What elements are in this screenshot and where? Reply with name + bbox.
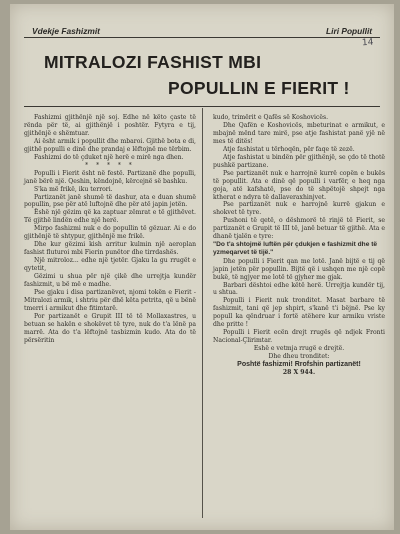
closing-slogan: Poshtë fashizmi! Rrofshin partizanët! [237, 361, 361, 369]
header-rule-top [24, 37, 380, 38]
paragraph: Dhe kur gëzimi kish arritur kulmin një aeroplan fashist fluturoi mbi Fierin punëtor dhe tirrdashës. [24, 241, 196, 257]
paragraph: Mirpo fashizmi nuk e do popullin të gëzuar. Ai e do gjithënjë të shtypur, gjithënjë me frikë. [24, 225, 196, 241]
paragraph: Populli i Fierit ecën drejt rrugës që ndjek Fronti Nacional-Çlirimtar. [213, 329, 385, 345]
paragraph: Ëshë një gëzim që ka zaptuar zëmrat e të gjithëvet. Të gjithë lindën edhe një herë. [24, 209, 196, 225]
paragraph: Populli i Fierit nuk tronditet. Masat barbare të fashizmit, tani që jep shpirt, s'kanë t'i bëjnë. Pse ky popull ka qëndruar i fortë atëhere kur armiku vriste dhe pritte ! [213, 297, 385, 329]
paragraph: Fashizmi do të çduket një herë e mirë nga dhen. [34, 153, 184, 161]
paragraph: Pushoni të qetë, o dëshmorë të rinjë të Fierit, se partizanët e Grupit të III të, janë betuar të gjithë. Ata e dhanë tjalën e tyre: [213, 217, 385, 241]
header-rule-bottom [24, 106, 380, 107]
left-column [24, 114, 196, 345]
paragraph: Një mitroloz... edhe një tjetër. Gjaku la gu rrugët e qytetit, [24, 257, 196, 273]
paragraph: Eshë e vetmja rrugë e drejtë. [253, 345, 345, 353]
section-separator: * * * * * [85, 161, 135, 169]
right-slogan: Liri Popullit [326, 26, 373, 36]
paragraph: Pse gjaku i disa partizanëvet, njomi tokën e Fierit - Mitralozi armik, i shtriu për dhë këta petrita, që u bënë tmerri i armikut dhe fitimtarë. [24, 288, 197, 312]
column-divider [202, 108, 203, 518]
paragraph: Fashizmi gjithënjë një soj. Edhe në këto çaste të rënda për të, ai gjithënjë i poshtër. Fytyra e tij, gjithënjë e shëmtuar. [24, 114, 196, 137]
paragraph: Atje fashistat u bindën për gjithënjë, se çdo të thotë pushkë partizane. [213, 153, 385, 169]
paragraph: Gëzimi u shua për një çikë dhe urrejtja kundër fashizmit, u bë më e madhe. [24, 273, 196, 289]
handwritten-page-number: 14 [361, 37, 374, 49]
paragraph: kudo, trimërit e Qafës së Koshovicës. [213, 114, 329, 121]
right-column [213, 114, 385, 377]
title-line-2: POPULLIN E FIERIT ! [168, 78, 350, 98]
paragraph: Barbari dështoi edhe këtë herë. Urrejtja kundër tij, u shtua. [213, 281, 385, 297]
paragraph: Pse partizanët nuk e harrojnë kurrë copën e bukës të popullit. Ata e dinë që populli i varfër, e heq nga goja, atë kafshatë, pse do të shpëtojë shpejt nga ktherat e ndyra të dallaveraxhinjvet. [213, 169, 385, 201]
paragraph: Dhe populli i Fierit qan me lotë. Janë bijtë e tij që japin jetën për popullin. Bijtë që i ushqen me një copë bukë, të ngjyer me lotë të gjyher me gjak. [213, 257, 385, 281]
paragraph: Dhe dheu tronditet: [268, 353, 330, 361]
partisan-oath-quote: "Do t'a shtojmë luftën për çdukjen e fashizmit dhe të yzmeqarvet të tijë." [213, 241, 378, 257]
paragraph: Atje fashistat u tërhoqën, për faqe të zezë. [223, 145, 355, 153]
paragraph: Dhe Qafën e Koshovicës, mbeturinat e armikut, e mbajnë mënd tare mirë, pse atje fashistat panë yjë në mes të ditës! [213, 121, 385, 145]
paragraph: Por partizanët e Grupit III të të Mollaxastres, u betuan se hakën e shokëvet të tyre, nuk do t'a lënë pa marrë. Ata do t'a lëftojnë tasbizmin kudo. Ata do të përsëritin [24, 312, 196, 344]
leaflet-page [10, 4, 394, 530]
paragraph: Pse partizanët nuk e harrojnë kurrë gjakun e shokvet të tyre. [213, 201, 385, 217]
date-line: 28 X 944. [282, 369, 316, 376]
left-slogan: Vdekje Fashizmit [32, 26, 100, 36]
title-line-1: MITRALOZI FASHIST MBI [44, 52, 262, 72]
paragraph: S'ka më frikë, iku terrori. [34, 185, 113, 193]
paragraph: Populli i Fierit ësht në festë. Partizanë dhe populli, janë bërë një. Qeshin, këndojnë, kërcejnë së bashku. [24, 169, 196, 185]
paragraph: Ai ësht armik i popullit dhe mbaroi. Gjithë bota e di, gjithë populli e dinë dhe prandaj e lëftojnë me tërbim. [24, 137, 196, 153]
paragraph: Partizanët janë shumë të dashur, ata e duan shumë popullin, pse për atë luftojnë dhe për atë japin jetën. [24, 193, 196, 209]
